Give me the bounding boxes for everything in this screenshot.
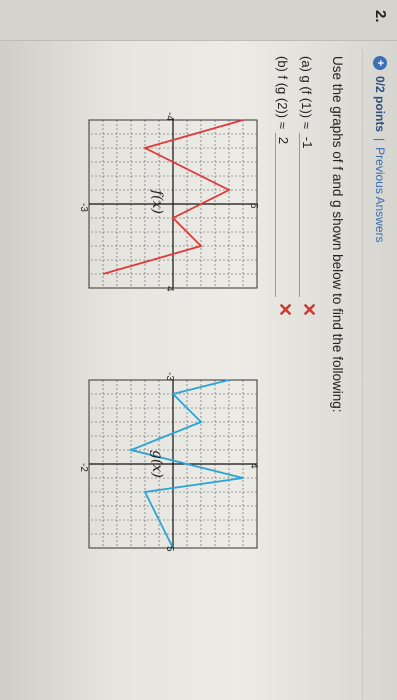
question-body [0,40,397,700]
g-graph [67,370,267,570]
answer-a-label: (a) g (f (1)) ≈ [299,56,315,129]
answer-a-input[interactable]: -1 [299,133,315,297]
g-graph-label: g(x) [149,450,165,478]
tick-label-y-bottom: -2 [78,463,89,472]
answer-a [299,56,315,297]
f-graph-label: f(x) [149,190,165,215]
points-score: 0/2 points [373,76,387,133]
expand-icon[interactable]: + [373,56,387,70]
instruction-text: Use the graphs of f and g shown below to find the following: [330,56,345,413]
tick-label-x-left: -3 [164,372,175,381]
previous-answers-link[interactable]: Previous Answers [373,147,387,243]
answer-b-input[interactable]: 2 [275,133,291,297]
tick-label-y-top: 5 [248,203,259,209]
points-row [373,56,387,243]
divider [362,50,363,700]
incorrect-icon: ✕ [299,302,319,318]
question-number: 2. [372,10,389,23]
separator: | [373,138,387,142]
answer-b-label: (b) f (g (2)) ≈ [275,56,291,129]
tick-label-y-bottom: -3 [78,203,89,212]
tick-label-x-right: 4 [164,286,175,292]
incorrect-icon: ✕ [275,302,295,318]
question-number-column [0,0,397,41]
f-graph [67,110,267,310]
tick-label-y-top: 4 [248,463,259,469]
tick-label-x-right: 5 [164,546,175,552]
tick-label-x-left: -4 [164,112,175,121]
answer-b [275,56,291,297]
